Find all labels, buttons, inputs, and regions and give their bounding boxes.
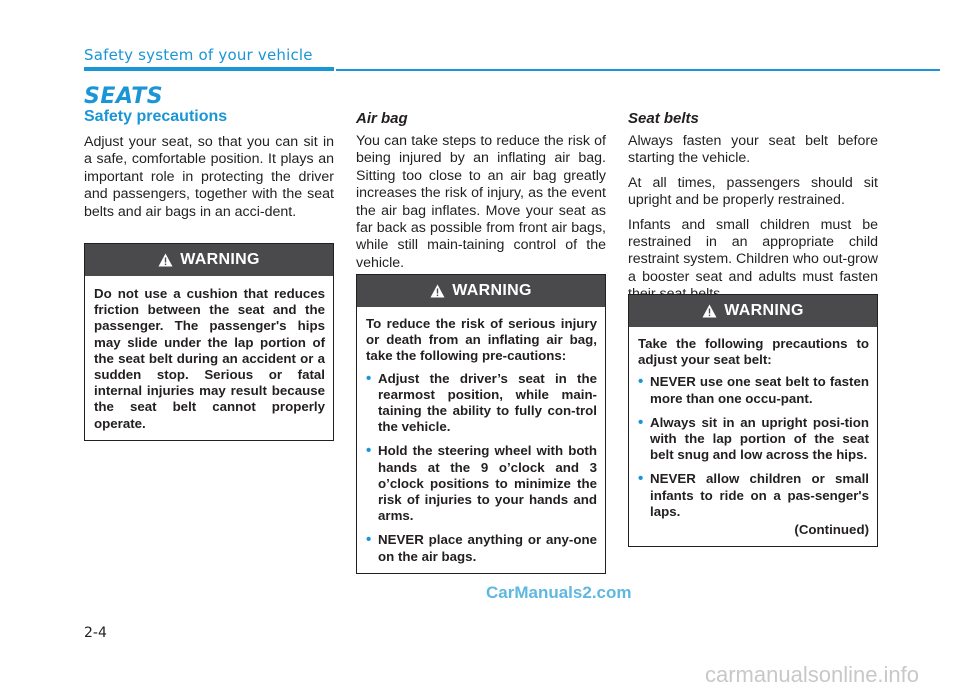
warning-list-item: • Hold the steering wheel with both hands at the 9 o’clock and 3 o’clock positions to minimize the risk of injuries to your hands and arms. — [366, 443, 597, 524]
warning-lead-text: To reduce the risk of serious injury or death from an inflating air bag, take the following pre-cautions: — [366, 316, 597, 364]
warning-label: WARNING — [452, 282, 532, 299]
warning-list — [638, 374, 869, 520]
seat-belts-paragraph: Infants and small children must be restrained in an appropriate child restraint system. Children who out-grow a booster seat and adults must fasten — [628, 216, 878, 285]
warning-lead-text: Take the following precautions to adjust your seat belt: — [638, 336, 869, 368]
header-rule-thin — [336, 69, 940, 71]
warning-list — [366, 371, 597, 565]
section-title: Safety system of your vehicle — [84, 46, 313, 64]
page-number: 2-4 — [84, 625, 107, 641]
heading-air-bag: Air bag — [356, 110, 408, 127]
watermark-text: carmanualsonline.info — [705, 662, 920, 687]
warning-header — [357, 275, 605, 307]
warning-list-item: • NEVER allow children or small infants to ride on a pas-senger's laps. — [638, 471, 869, 520]
seat-belts-paragraph: At all times, passengers should sit upright and be properly restrained. — [628, 174, 878, 209]
seat-belts-paragraph: Always fasten your seat belt before starting the vehicle. — [628, 133, 878, 167]
warning-list-item: • Always sit in an upright posi-tion with the lap portion of the seat belt snug and low across the hips. — [638, 415, 869, 464]
warning-box-cushion — [84, 243, 334, 441]
warning-box-seat-belt — [628, 294, 878, 547]
header-rule-thick — [84, 67, 334, 71]
heading-seat-belts: Seat belts — [628, 110, 699, 127]
warning-label: WARNING — [724, 302, 804, 319]
warning-list-item: • Adjust the driver’s seat in the rearmost position, while main-taining the ability to fully con-trol the vehicle. — [366, 371, 597, 436]
column-air-bag — [356, 108, 606, 279]
chapter-title: SEATS — [84, 84, 164, 109]
continued-label: (Continued) — [794, 522, 869, 538]
heading-safety-precautions: Safety precautions — [84, 108, 228, 125]
safety-precautions-text: Adjust your seat, so that you can sit in a safe, comfortable position. It plays an important role in protecting the driver and passengers, together with the seat belts and air bags in an acci-dent. — [84, 134, 334, 220]
warning-list-item: • NEVER use one seat belt to fasten more than one occu-pant. — [638, 374, 869, 406]
warning-triangle-icon — [430, 284, 445, 298]
warning-triangle-icon — [702, 304, 717, 318]
warning-header — [85, 244, 333, 276]
column-seat-belts — [628, 108, 878, 311]
warning-header — [629, 295, 877, 327]
watermark-link[interactable]: CarManuals2.com — [486, 583, 632, 602]
air-bag-text: You can take steps to reduce the risk of being injured by an inflating air bag. Sitting too close to an air bag greatly increases the risk of injury, as the event the air bag inflates. Move your seat as far back as possible from front air bags, while still main-taining control of the vehicle. — [356, 133, 606, 271]
warning-list-item: • NEVER place anything or any-one on the air bags. — [366, 532, 597, 564]
warning-text: Do not use a cushion that reduces friction between the seat and the passenger. The passenger's hips may slide under the lap portion of the seat belt during an accident or a sudden stop. Serious or fatal internal injuries may result because the seat belt cannot properly operate. — [94, 286, 325, 431]
warning-box-air-bag — [356, 274, 606, 574]
column-safety-precautions — [84, 108, 334, 228]
warning-label: WARNING — [180, 251, 260, 268]
warning-triangle-icon — [158, 253, 173, 267]
